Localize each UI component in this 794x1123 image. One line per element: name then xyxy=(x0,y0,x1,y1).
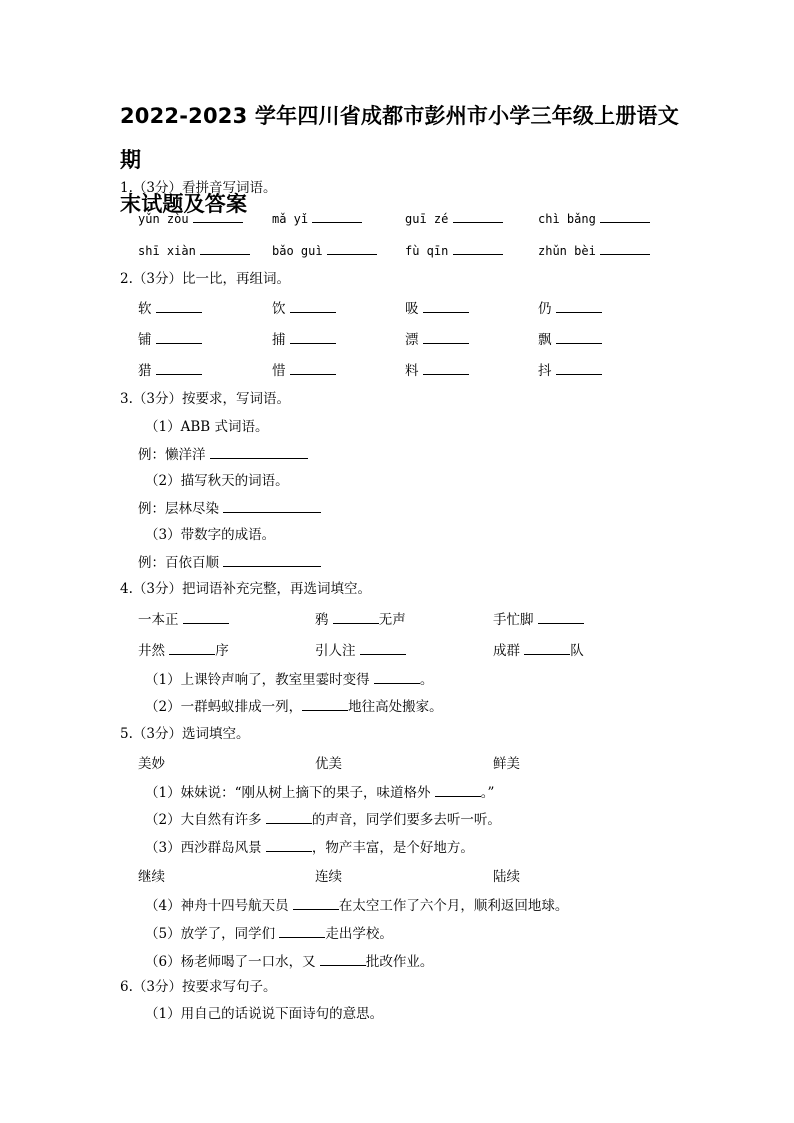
pinyin-item: shī xiàn xyxy=(138,241,250,260)
answer-blank[interactable] xyxy=(524,641,570,655)
answer-blank[interactable] xyxy=(374,670,420,684)
word-item: 鸦 无声 xyxy=(315,612,406,628)
char-item: 飘 xyxy=(538,330,602,349)
fill-sentence-2: （2）一群蚂蚁排成一列， 地往高处搬家。 xyxy=(145,699,443,715)
answer-blank[interactable] xyxy=(169,641,215,655)
pinyin-item: fù qīn xyxy=(405,241,503,260)
answer-blank[interactable] xyxy=(266,838,312,852)
answer-blank[interactable] xyxy=(156,361,202,375)
answer-blank[interactable] xyxy=(538,610,584,624)
fill-sentence-5: （5）放学了，同学们 走出学校。 xyxy=(145,926,393,942)
sub-question-3: （3）带数字的成语。 xyxy=(145,527,276,543)
word-option: 陆续 xyxy=(493,869,520,885)
answer-blank[interactable] xyxy=(223,553,321,567)
answer-blank[interactable] xyxy=(183,610,229,624)
answer-blank[interactable] xyxy=(320,952,366,966)
char-item: 仍 xyxy=(538,299,602,318)
pinyin-item: yǔn zòu xyxy=(138,209,243,228)
example-line-2: 例：层林尽染 xyxy=(138,499,321,518)
pinyin-item: zhǔn bèi xyxy=(538,241,650,260)
pinyin-item: guī zé xyxy=(405,209,503,228)
pinyin-item: bǎo guì xyxy=(272,241,377,260)
word-option: 鲜美 xyxy=(493,756,520,772)
char-item: 猎 xyxy=(138,361,202,380)
word-option: 连续 xyxy=(315,869,342,885)
answer-blank[interactable] xyxy=(200,241,250,255)
fill-sentence-2: （2）大自然有许多 的声音，同学们要多去听一听。 xyxy=(145,812,501,828)
word-item: 引人注 xyxy=(315,641,406,660)
fill-sentence-3: （3）西沙群岛风景 ，物产丰富，是个好地方。 xyxy=(145,840,474,856)
word-item: 一本正 xyxy=(138,610,229,629)
word-option: 优美 xyxy=(315,756,342,772)
answer-blank[interactable] xyxy=(302,697,348,711)
char-item: 吸 xyxy=(405,299,469,318)
answer-blank[interactable] xyxy=(333,610,379,624)
answer-blank[interactable] xyxy=(453,241,503,255)
word-item: 手忙脚 xyxy=(493,610,584,629)
answer-blank[interactable] xyxy=(266,810,312,824)
answer-blank[interactable] xyxy=(193,209,243,223)
fill-sentence-6: （6）杨老师喝了一口水，又 批改作业。 xyxy=(145,954,434,970)
question-5-title: 5.（3分）选词填空。 xyxy=(120,726,250,742)
word-option: 继续 xyxy=(138,869,165,885)
answer-blank[interactable] xyxy=(223,499,321,513)
answer-blank[interactable] xyxy=(156,330,202,344)
answer-blank[interactable] xyxy=(423,361,469,375)
answer-blank[interactable] xyxy=(556,361,602,375)
title-line-2: 末试题及答案 xyxy=(120,192,248,216)
char-item: 漂 xyxy=(405,330,469,349)
fill-sentence-1: （1）上课铃声响了，教室里霎时变得 。 xyxy=(145,672,434,688)
document-title xyxy=(120,94,690,226)
answer-blank[interactable] xyxy=(423,330,469,344)
answer-blank[interactable] xyxy=(327,241,377,255)
question-2-title: 2.（3分）比一比，再组词。 xyxy=(120,271,290,287)
answer-blank[interactable] xyxy=(293,896,339,910)
word-option: 美妙 xyxy=(138,756,165,772)
answer-blank[interactable] xyxy=(279,924,325,938)
question-3-title: 3.（3分）按要求，写词语。 xyxy=(120,391,290,407)
char-item: 铺 xyxy=(138,330,202,349)
answer-blank[interactable] xyxy=(156,299,202,313)
answer-blank[interactable] xyxy=(556,330,602,344)
char-item: 饮 xyxy=(272,299,336,318)
question-4-title: 4.（3分）把词语补充完整，再选词填空。 xyxy=(120,581,371,597)
answer-blank[interactable] xyxy=(312,209,362,223)
answer-blank[interactable] xyxy=(435,783,481,797)
answer-blank[interactable] xyxy=(423,299,469,313)
fill-sentence-1: （1）妹妹说：“刚从树上摘下的果子，味道格外 。” xyxy=(145,785,495,801)
answer-blank[interactable] xyxy=(600,209,650,223)
char-item: 捕 xyxy=(272,330,336,349)
answer-blank[interactable] xyxy=(556,299,602,313)
sub-question-1: （1）ABB 式词语。 xyxy=(145,419,269,435)
answer-blank[interactable] xyxy=(360,641,406,655)
answer-blank[interactable] xyxy=(453,209,503,223)
char-item: 软 xyxy=(138,299,202,318)
sub-question-1: （1）用自己的话说说下面诗句的意思。 xyxy=(145,1006,384,1022)
answer-blank[interactable] xyxy=(290,361,336,375)
char-item: 惜 xyxy=(272,361,336,380)
question-1-title: 1.（3分）看拼音写词语。 xyxy=(120,180,277,196)
word-item: 成群 队 xyxy=(493,643,584,659)
answer-blank[interactable] xyxy=(290,299,336,313)
char-item: 抖 xyxy=(538,361,602,380)
title-line-1: 2022-2023 学年四川省成都市彭州市小学三年级上册语文期 xyxy=(120,104,679,172)
char-item: 料 xyxy=(405,361,469,380)
question-6-title: 6.（3分）按要求写句子。 xyxy=(120,979,277,995)
example-line-1: 例：懒洋洋 xyxy=(138,445,308,464)
answer-blank[interactable] xyxy=(600,241,650,255)
answer-blank[interactable] xyxy=(210,445,308,459)
word-item: 井然 序 xyxy=(138,643,229,659)
example-line-3: 例：百依百顺 xyxy=(138,553,321,572)
pinyin-item: mǎ yǐ xyxy=(272,209,362,228)
answer-blank[interactable] xyxy=(290,330,336,344)
pinyin-item: chì bǎng xyxy=(538,209,650,228)
fill-sentence-4: （4）神舟十四号航天员 在太空工作了六个月，顺利返回地球。 xyxy=(145,898,569,914)
sub-question-2: （2）描写秋天的词语。 xyxy=(145,473,289,489)
